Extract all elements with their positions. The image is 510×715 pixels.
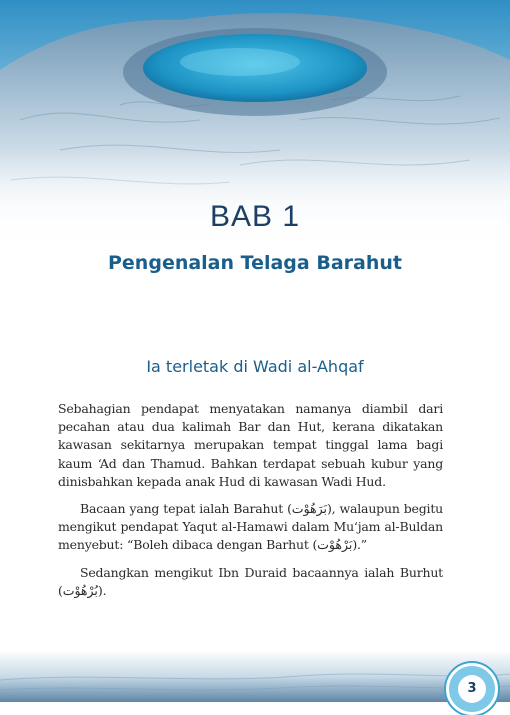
page-number: 3 [458,675,486,703]
body-text [58,400,443,609]
page-number-badge [446,663,498,715]
footer-decoration [0,650,510,702]
chapter-title: Pengenalan Telaga Barahut [108,252,402,274]
paragraph: Bacaan yang tepat ialah Barahut (بَرَهُوْت), walaupun begitu mengikut pendapat Yaqut al-Hamawi dalam Mu‘jam al-Buldan menyebut: “Boleh dibaca dengan Barhut (بَرْهُوْت).” [58,501,444,553]
section-title: Ia terletak di Wadi al-Ahqaf [146,357,364,376]
paragraph: Sebahagian pendapat menyatakan namanya diambil dari pecahan atau dua kalimah Bar dan Hut, kerana dikatakan kawasan sekitarnya merupakan tempat tinggal lama bagi kaum ‘Ad dan Thamud. Bahkan terdapat sebuah kubur yang dinisbahkan kepada anak Hud di kawasan Wadi Hud. [58,401,443,489]
paragraph: Sedangkan mengikut Ibn Duraid bacaannya ialah Burhut (بُرْهُوْت). [58,564,443,598]
chapter-heading: BAB 1 [209,200,301,233]
footer-wave [0,650,510,702]
